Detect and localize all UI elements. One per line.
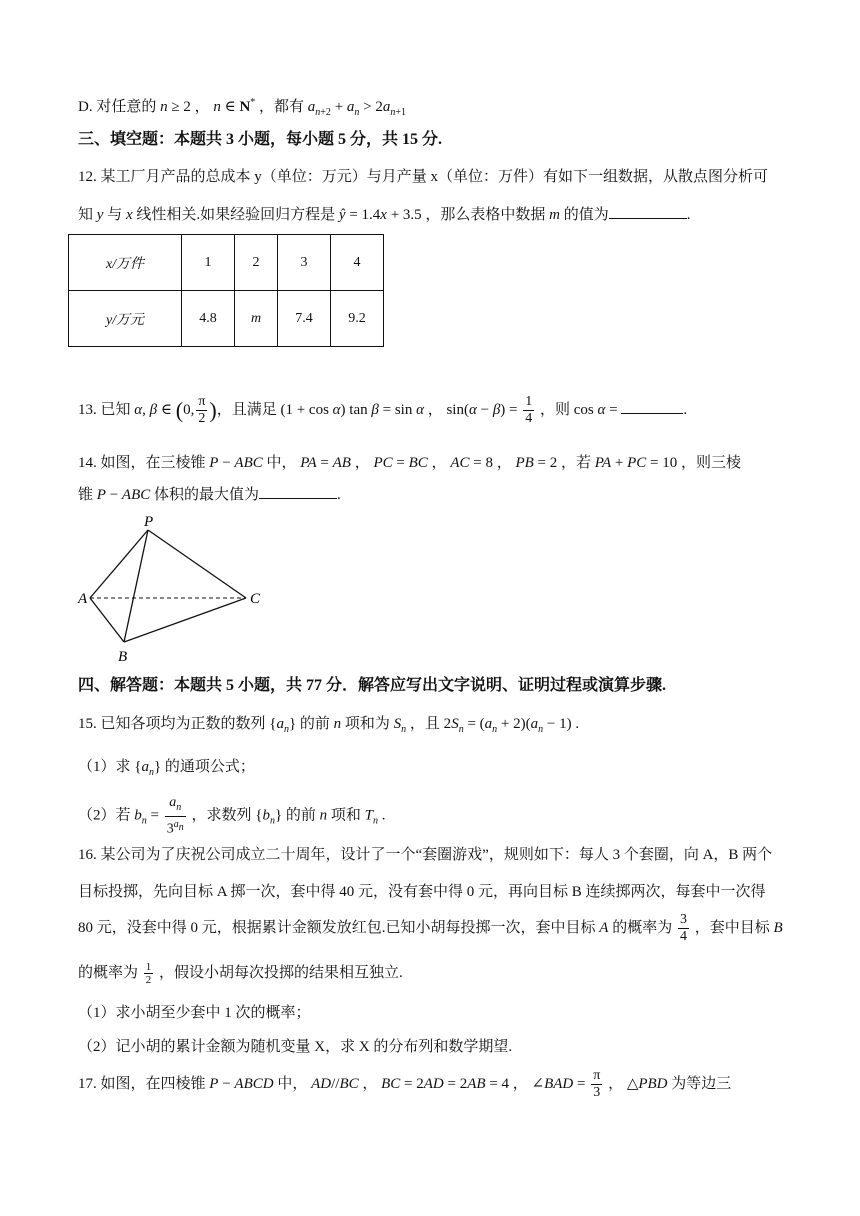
table-cell: y/万元 [69, 291, 182, 347]
q13: 13. 已知 α, β ∈ (0, $\frac{\pi}{2}$ )，且满足 (1 + cos α) tan β = sin α ， sin(α − β) = $\frac{1}{4}$ ，则 cos α = . [78, 394, 688, 426]
q14-line-1: 14. 如图，在三棱锥 P − ABC 中， PA = AB ， PC = BC ， AC = 8 ， PB = 2 ，若 PA + PC = 10 ，则三棱 [78, 455, 742, 471]
q15-part-2: （2）若 $b_n$ = $\frac{a_n}{3^{a_n}}$ ，求数列 $\{b_n\}$ 的前 n 项和 $T_n$ . [78, 795, 386, 837]
table-cell: m [235, 291, 278, 347]
q16-line-1: 16. 某公司为了庆祝公司成立二十周年，设计了一个“套圈游戏”，规则如下：每人 3 个套圈，向 A，B 两个 [78, 847, 773, 863]
q15-stem: 15. 已知各项均为正数的数列 $\{a_n\}$ 的前 n 项和为 $S_n$ ，且 $2S_n = (a_n + 2)(a_n - 1)$ . [78, 716, 580, 735]
table-cell: 9.2 [331, 291, 384, 347]
vertex-label-c: C [250, 591, 261, 607]
table-cell: 2 [235, 235, 278, 291]
vertex-label-b: B [118, 649, 128, 665]
vertex-label-a: A [78, 591, 88, 607]
pyramid-figure [74, 510, 274, 670]
table-cell: 4.8 [182, 291, 235, 347]
table-row [69, 235, 384, 291]
section-4-heading: 四、解答题：本题共 5 小题，共 77 分．解答应写出文字说明、证明过程或演算步骤. [78, 677, 667, 694]
table-cell: x/万件 [69, 235, 182, 291]
q16-line-4: 的概率为 $\frac{1}{2}$ ，假设小胡每次投掷的结果相互独立. [78, 961, 403, 987]
q16-line-3: 80 元，没套中得 0 元，根据累计金额发放红包.已知小胡每投掷一次，套中目标 A 的概率为 $\frac{3}{4}$ ，套中目标 B [78, 912, 783, 945]
table-cell: 1 [182, 235, 235, 291]
data-table [68, 234, 384, 347]
section-3-heading: 三、填空题：本题共 3 小题，每小题 5 分，共 15 分. [78, 131, 443, 148]
q12-line-2: 知 y 与 x 线性相关.如果经验回归方程是 ŷ = 1.4x + 3.5 ，那么表格中数据 m 的值为 . [78, 204, 691, 226]
q17-line-1: 17. 如图，在四棱锥 P − ABCD 中， AD//BC ， BC = 2AD = 2AB = 4 ， ∠BAD = $\frac{\pi}{3}$ ， △PBD 为等边三 [78, 1068, 732, 1101]
q12-line-1: 12. 某工厂月产品的总成本 y（单位：万元）与月产量 x（单位：万件）有如下一组数据，从散点图分析可 [78, 169, 769, 185]
table-cell: 3 [278, 235, 331, 291]
q16-part-1: （1）求小胡至少套中 1 次的概率； [78, 1005, 311, 1021]
q14-line-2: 锥 P − ABC 体积的最大值为 . [78, 484, 341, 506]
q16-part-2: （2）记小胡的累计金额为随机变量 X，求 X 的分布列和数学期望. [78, 1039, 513, 1055]
q15-part-1: （1）求 $\{a_n\}$ 的通项公式； [78, 759, 255, 778]
table-cell: 7.4 [278, 291, 331, 347]
table-row [69, 291, 384, 347]
q16-line-2: 目标投掷，先向目标 A 掷一次，套中得 40 元，没有套中得 0 元，再向目标 B 连续掷两次，每套中一次得 [78, 884, 766, 900]
vertex-label-p: P [144, 514, 154, 530]
table-cell: 4 [331, 235, 384, 291]
option-d: D. 对任意的 n ≥ 2 ， n ∈ N* ，都有 $a_{n+2} + a_n > 2a_{n+1}$ [78, 97, 407, 118]
